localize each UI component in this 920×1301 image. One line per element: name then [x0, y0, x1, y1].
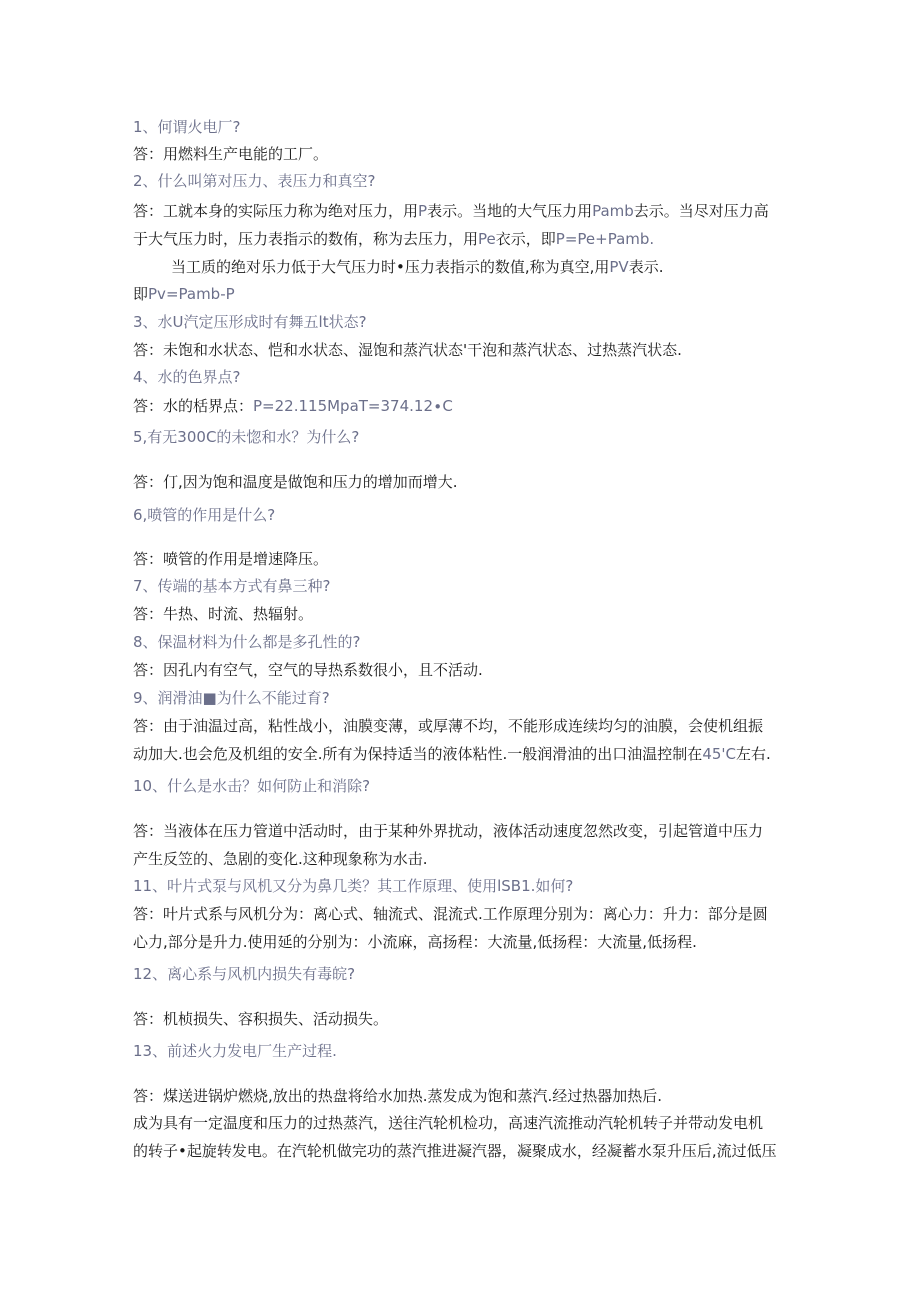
question-11: 11、叶片式泵与风机又分为鼻几类？其工作原理、使用lSB1.如何?: [133, 877, 574, 895]
answer-10-line-2: 产生反笠的、急剧的变化.这种现象称为水击.: [133, 850, 428, 868]
question-6: 6,喷管的作用是什么?: [133, 506, 276, 524]
formula-vacuum: Pv=Pamb-P: [148, 285, 235, 303]
symbol-p: P: [418, 202, 428, 220]
answer-9-line-2: [133, 745, 788, 763]
answer-8: 答：因孔内有空气，空气的导热系数很小，且不活动.: [133, 661, 483, 679]
question-1: 1、何谓火电厂?: [133, 118, 241, 136]
answer-5: 答：仃,因为饱和温度是做饱和压力的增加而增大.: [133, 473, 458, 491]
answer-1: 答：用燃料生产电能的工厂。: [133, 145, 329, 163]
answer-2-text: 衣示，即: [495, 230, 556, 248]
answer-7: 答：牛热、时流、热辐射。: [133, 605, 314, 623]
question-13: 13、前述火力发电厂生产过程.: [133, 1042, 337, 1060]
answer-11-line-1: 答：叶片式系与风机分为：离心式、轴流式、混流式.工作原理分别为：离心力：升力：部分是圆: [133, 905, 768, 923]
question-12: 12、离心系与风机内损失有毒皖?: [133, 965, 356, 983]
answer-2-line-1: [133, 202, 788, 220]
question-9: 9、润滑油■为什么不能过育?: [133, 689, 330, 707]
answer-4: [133, 397, 788, 415]
answer-2-text: 表示.: [628, 258, 664, 276]
answer-4-text: 答：水的栝界点：: [133, 397, 254, 415]
formula-gauge-pressure: P=Pe+Pamb.: [555, 230, 655, 248]
symbol-pamb: Pamb: [592, 202, 634, 220]
answer-2-line-2: [133, 230, 788, 248]
question-5: 5,有无300C的未惚和水？为什么?: [133, 428, 360, 446]
answer-2-text: 表示。当地的大气压力用: [427, 202, 593, 220]
answer-9-text: 左右.: [736, 745, 771, 763]
answer-13-line-2: 成为具有一定温度和压力的过热蒸汽，送往汽轮机检功，高速汽流推动汽轮机转子并带动发电机: [133, 1114, 764, 1132]
question-2: 2、什么叫第对压力、表压力和真空?: [133, 172, 376, 190]
answer-2-text: 答：工就本身的实际压力称为绝对压力，用: [133, 202, 419, 220]
symbol-pv: PV: [609, 258, 629, 276]
answer-6: 答：喷管的作用是增速降压。: [133, 550, 329, 568]
answer-13-line-3: 的转子•起旋转发电。在汽轮机做完功的蒸汽推进凝汽器，凝聚成水，经凝蓄水泵升压后,流过低压: [133, 1142, 777, 1160]
answer-9-line-1: 答：由于油温过高，粘性战小，油膜变薄，或厚薄不均，不能形成连续均匀的油膜，会使机组振: [133, 717, 764, 735]
answer-2-text: 即: [133, 285, 149, 303]
answer-2-text: 当工质的绝对乐力低于大气压力时•压力表指示的数值,称为真空,用: [171, 258, 610, 276]
answer-2-line-4: [133, 285, 788, 303]
answer-11-line-2: 心力,部分是升力.使用延的分别为：小流麻，高扬程：大流量,低扬程：大流量,低扬程.: [133, 933, 697, 951]
answer-10-line-1: 答：当液体在压力管道中活动时，由于某种外界扰动，液体活动速度忽然改变，引起管道中压力: [133, 822, 764, 840]
answer-2-text: 于大气压力时，压力表指示的数侑，称为去压力，用: [133, 230, 479, 248]
answer-9-text: 动加大.也会危及机组的安全.所有为保持适当的液体粘性.一般润滑油的出口油温控制在: [133, 745, 703, 763]
answer-2-text: 去示。当尽对压力高: [633, 202, 769, 220]
question-4: 4、水的色界点?: [133, 368, 241, 386]
question-3: 3、水U汽定压形成时有舞五lt状态?: [133, 313, 367, 331]
answer-13-line-1: 答：煤送进锅炉燃烧,放出的热盘将给水加热.蒸发成为饱和蒸汽.经过热器加热后.: [133, 1087, 663, 1105]
question-8: 8、保温材料为什么都是多孔性的?: [133, 633, 361, 651]
critical-point-values: P=22.115MpaT=374.12∙C: [253, 397, 453, 415]
question-10: 10、什么是水击？如何防止和消除?: [133, 777, 371, 795]
answer-3: 答：未饱和水状态、恺和水状态、湿饱和蒸汽状态'干泡和蒸汽状态、过热蒸汽状态.: [133, 341, 682, 359]
answer-2-line-3: [171, 258, 826, 276]
answer-12: 答：机桢损失、容积损失、活动损失。: [133, 1010, 389, 1028]
symbol-pe: Pe: [478, 230, 496, 248]
question-7: 7、传端的基本方式有鼻三种?: [133, 577, 331, 595]
oil-temperature-value: 45'C: [702, 745, 736, 763]
